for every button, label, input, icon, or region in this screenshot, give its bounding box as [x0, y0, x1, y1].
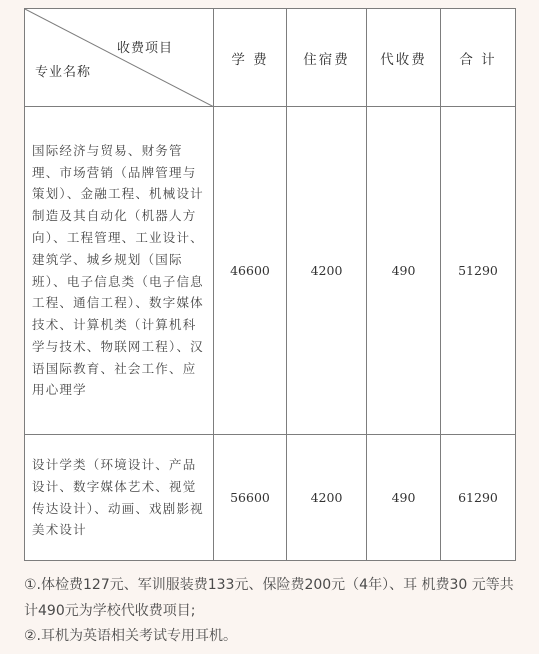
- accommodation-cell: 4200: [287, 107, 367, 435]
- tuition-cell: 46600: [214, 107, 287, 435]
- footnote-1: ①.体检费127元、军训服装费133元、保险费200元（4年）、耳 机费30 元等共计490元为学校代收费项目;: [24, 577, 514, 619]
- fee-table-sheet: [24, 8, 515, 560]
- header-accommodation: 住宿费: [287, 9, 367, 107]
- header-collected-fees: 代收费: [367, 9, 441, 107]
- collected-fees-cell: 490: [367, 107, 441, 435]
- total-cell: 61290: [441, 435, 516, 561]
- header-total: 合 计: [441, 9, 516, 107]
- header-tuition: 学 费: [214, 9, 287, 107]
- footnotes: [24, 573, 524, 650]
- collected-fees-cell: 490: [367, 435, 441, 561]
- table-row: [25, 435, 516, 561]
- footnote-2: ②.耳机为英语相关考试专用耳机。: [24, 628, 238, 644]
- major-name-cell: 设计学类（环境设计、产品设计、数字媒体艺术、视觉传达设计）、动画、戏剧影视美术设计: [25, 435, 214, 561]
- header-major-name-label: 专业名称: [35, 65, 92, 80]
- header-fee-items-label: 收费项目: [116, 41, 173, 56]
- total-cell: 51290: [441, 107, 516, 435]
- table-header-row: [25, 9, 516, 107]
- fee-table: [24, 8, 516, 561]
- table-row: [25, 107, 516, 435]
- header-corner-cell: [25, 9, 214, 107]
- tuition-cell: 56600: [214, 435, 287, 561]
- accommodation-cell: 4200: [287, 435, 367, 561]
- major-name-cell: 国际经济与贸易、财务管理、市场营销（品牌管理与策划）、金融工程、机械设计制造及其自动化（机器人方向）、工程管理、工业设计、建筑学、城乡规划（国际班）、电子信息类（电子信息工程、通信工程）、数字媒体技术、计算机类（计算机科学与技术、物联网工程）、汉语国际教育、社会工作、应用心理学: [25, 107, 214, 435]
- diagonal-divider: [25, 9, 214, 107]
